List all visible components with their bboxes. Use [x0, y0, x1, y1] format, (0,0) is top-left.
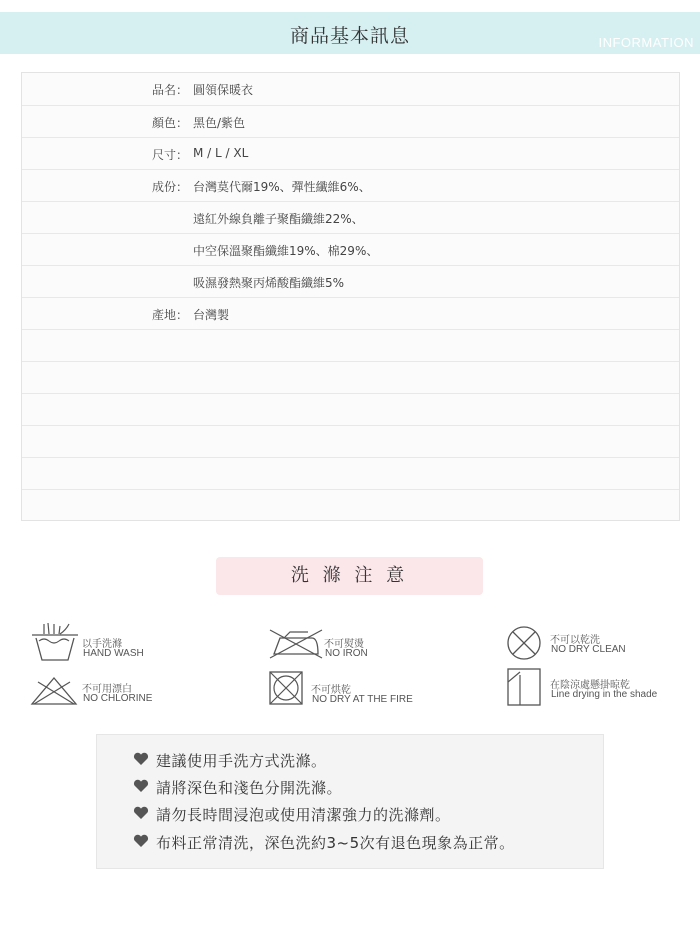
- spec-label: 尺寸：: [152, 148, 189, 162]
- care-label-en: NO DRY AT THE FIRE: [312, 694, 413, 705]
- spec-row: [22, 169, 679, 201]
- care-label-en: NO DRY CLEAN: [551, 644, 626, 655]
- spec-row-empty: [22, 425, 679, 457]
- care-label-zh: 不可烘乾: [311, 685, 351, 696]
- spec-row-empty: [22, 361, 679, 393]
- banner-title: 商品基本訊息: [289, 25, 410, 47]
- spec-row-empty: [22, 329, 679, 361]
- note-text: 布料正常清洗，深色洗約3~5次有退色現象為正常。: [156, 834, 515, 852]
- banner-subtitle: INFORMATION: [598, 35, 694, 50]
- care-item-no-iron: [268, 628, 408, 664]
- spec-label: 產地：: [152, 308, 189, 322]
- spec-label: 品名：: [152, 83, 189, 97]
- care-label-en: NO IRON: [325, 648, 368, 659]
- spec-row: [22, 137, 679, 169]
- care-label-zh: 不可用漂白: [82, 684, 132, 695]
- spec-row: [22, 105, 679, 137]
- care-item-no-chlorine: [30, 676, 190, 708]
- spec-value: 遠紅外線負離子聚酯纖維22%、: [193, 212, 364, 226]
- no-iron-icon: [268, 628, 324, 660]
- heart-icon: [133, 752, 149, 766]
- no-chlorine-icon: [30, 676, 80, 706]
- no-tumble-dry-icon: [268, 670, 304, 706]
- spec-value: 台灣莫代爾19%、彈性纖維6%、: [193, 180, 371, 194]
- care-item-no-tumble-dry: [268, 670, 428, 706]
- line-dry-shade-icon: [506, 667, 542, 707]
- care-label-zh: 不可以乾洗: [550, 635, 600, 646]
- spec-value: M / L / XL: [193, 146, 249, 160]
- spec-row-empty: [22, 457, 679, 489]
- spec-value: 圓領保暖衣: [193, 83, 254, 97]
- care-label-zh: 在陰涼處懸掛晾乾: [550, 680, 630, 691]
- wash-title: 洗 滌 注 意: [216, 557, 483, 595]
- spec-table: [21, 72, 680, 521]
- spec-value: 黑色/紫色: [193, 116, 246, 130]
- spec-label: 成份：: [152, 180, 189, 194]
- spec-row: [22, 297, 679, 329]
- heart-icon: [133, 779, 149, 793]
- spec-value: 中空保溫聚酯纖維19%、棉29%、: [193, 244, 379, 258]
- no-dry-clean-icon: [506, 625, 542, 661]
- care-item-no-dry-clean: [506, 625, 666, 661]
- spec-row: [22, 201, 679, 233]
- hand-wash-icon: [30, 622, 80, 662]
- care-label-zh: 以手洗滌: [82, 639, 122, 650]
- info-banner: [0, 12, 700, 54]
- care-item-line-dry-shade: [506, 667, 696, 707]
- note-text: 請勿長時間浸泡或使用清潔強力的洗滌劑。: [156, 806, 451, 824]
- spec-row: [22, 73, 679, 105]
- heart-icon: [133, 834, 149, 848]
- care-label-en: Line drying in the shade: [551, 689, 658, 700]
- note-text: 請將深色和淺色分開洗滌。: [156, 779, 343, 797]
- note-text: 建議使用手洗方式洗滌。: [156, 752, 327, 770]
- heart-icon: [133, 806, 149, 820]
- care-label-en: NO CHLORINE: [83, 693, 153, 704]
- care-item-hand-wash: [30, 622, 190, 662]
- spec-row-empty: [22, 489, 679, 520]
- care-label-en: HAND WASH: [83, 648, 144, 659]
- spec-value: 台灣製: [193, 308, 230, 322]
- care-label-zh: 不可熨燙: [324, 639, 364, 650]
- spec-row: [22, 233, 679, 265]
- spec-value: 吸濕發熱聚丙烯酸酯纖維5%: [193, 276, 345, 290]
- spec-row: [22, 265, 679, 297]
- spec-label: 顏色：: [152, 116, 189, 130]
- wash-notes-box: [96, 734, 604, 869]
- spec-row-empty: [22, 393, 679, 425]
